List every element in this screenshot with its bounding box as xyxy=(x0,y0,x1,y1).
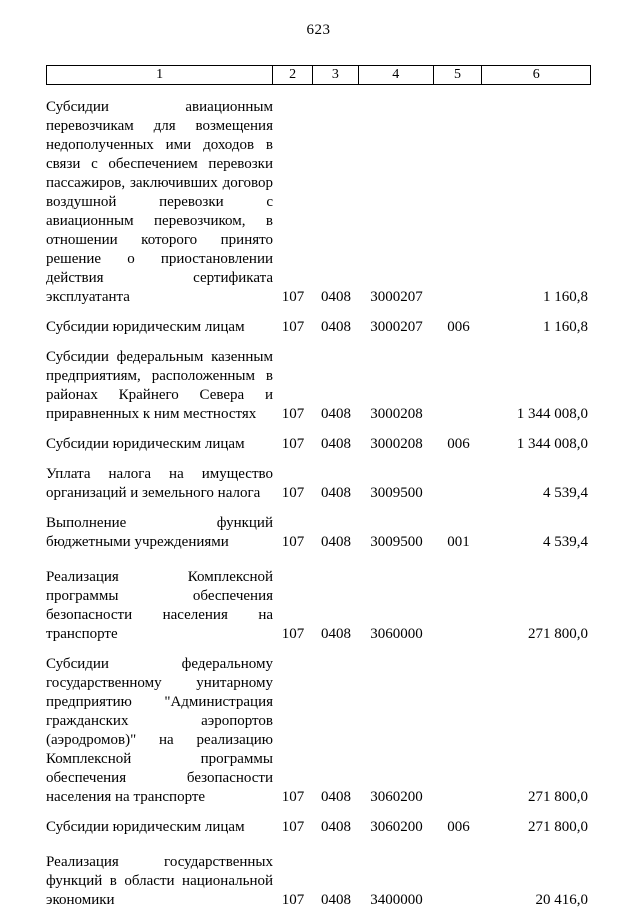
page-number: 623 xyxy=(306,22,331,38)
cell-col3: 0408 xyxy=(321,436,351,452)
cell-col4: 3060200 xyxy=(370,789,423,805)
cell-col4: 3000207 xyxy=(370,319,423,335)
row-description: Уплата налога на имущество организаций и земельного налога xyxy=(46,466,273,501)
table-row xyxy=(46,318,591,337)
table-header-col1: 1 xyxy=(47,66,273,84)
cell-col2: 107 xyxy=(281,319,305,335)
cell-col3: 0408 xyxy=(321,819,351,835)
cell-col3: 0408 xyxy=(321,289,351,305)
cell-amount: 271 800,0 xyxy=(528,626,588,642)
row-description: Выполнение функций бюджетными учреждениями xyxy=(46,515,273,550)
cell-amount: 1 160,8 xyxy=(543,319,588,335)
cell-amount: 1 344 008,0 xyxy=(516,406,588,422)
cell-amount: 1 160,8 xyxy=(543,289,588,305)
table-row xyxy=(46,98,591,307)
row-description: Субсидии федеральным казенным предприятиям, расположенным в районах Крайнего Севера и приравненных к ним местностях xyxy=(46,349,273,422)
cell-amount: 271 800,0 xyxy=(528,819,588,835)
cell-col4: 3009500 xyxy=(370,534,423,550)
cell-col5: 001 xyxy=(447,534,470,550)
cell-col5: 006 xyxy=(447,819,470,835)
document-page xyxy=(46,0,591,910)
cell-col4: 3000207 xyxy=(370,289,423,305)
cell-col4: 3009500 xyxy=(370,485,423,501)
cell-col2: 107 xyxy=(281,789,305,805)
table-row xyxy=(46,568,591,644)
cell-col2: 107 xyxy=(281,626,305,642)
table-header-col4: 4 xyxy=(359,66,434,84)
cell-amount: 4 539,4 xyxy=(543,485,588,501)
row-description: Субсидии авиационным перевозчикам для возмещения недополученных ими доходов в связи с обеспечением перевозки пассажиров, заключивших договор воздушной перевозки с авиационным перевозчиком, в отношении которого принято решение о приостановлении действия сертификата эксплуатанта xyxy=(46,99,273,305)
cell-col2: 107 xyxy=(281,892,305,908)
cell-col2: 107 xyxy=(281,406,305,422)
cell-col3: 0408 xyxy=(321,406,351,422)
table-row xyxy=(46,514,591,552)
table-header-col2: 2 xyxy=(273,66,313,84)
table-header-col5: 5 xyxy=(434,66,483,84)
table-row xyxy=(46,655,591,807)
row-description: Реализация государственных функций в области национальной экономики xyxy=(46,854,273,908)
row-description: Субсидии юридическим лицам xyxy=(46,819,245,835)
cell-amount: 271 800,0 xyxy=(528,789,588,805)
cell-col3: 0408 xyxy=(321,319,351,335)
row-description: Субсидии юридическим лицам xyxy=(46,436,245,452)
cell-amount: 1 344 008,0 xyxy=(516,436,588,452)
row-description: Субсидии федеральному государственному унитарному предприятию "Администрация гражданских аэропортов (аэродромов)" на реализацию Комплексной программы обеспечения безопасности населения на транспорте xyxy=(46,656,273,805)
row-description: Субсидии юридическим лицам xyxy=(46,319,245,335)
cell-col2: 107 xyxy=(281,534,305,550)
cell-col2: 107 xyxy=(281,436,305,452)
table-row xyxy=(46,435,591,454)
cell-col4: 3060000 xyxy=(370,626,423,642)
row-description: Реализация Комплексной программы обеспечения безопасности населения на транспорте xyxy=(46,569,273,642)
table-row xyxy=(46,348,591,424)
table-header-col6: 6 xyxy=(532,67,540,82)
cell-col3: 0408 xyxy=(321,892,351,908)
cell-col4: 3400000 xyxy=(370,892,423,908)
cell-col3: 0408 xyxy=(321,626,351,642)
cell-col4: 3000208 xyxy=(370,406,423,422)
cell-col4: 3000208 xyxy=(370,436,423,452)
cell-amount: 20 416,0 xyxy=(535,892,588,908)
table-row xyxy=(46,853,591,910)
cell-col5: 006 xyxy=(447,436,470,452)
table-row xyxy=(46,818,591,837)
cell-col3: 0408 xyxy=(321,485,351,501)
cell-col3: 0408 xyxy=(321,789,351,805)
cell-col5: 006 xyxy=(447,319,470,335)
cell-amount: 4 539,4 xyxy=(543,534,588,550)
cell-col2: 107 xyxy=(281,289,305,305)
table-row xyxy=(46,465,591,503)
table-header-col3: 3 xyxy=(313,66,359,84)
cell-col4: 3060200 xyxy=(370,819,423,835)
table-header-row xyxy=(46,65,591,85)
cell-col3: 0408 xyxy=(321,534,351,550)
cell-col2: 107 xyxy=(281,819,305,835)
cell-col2: 107 xyxy=(281,485,305,501)
